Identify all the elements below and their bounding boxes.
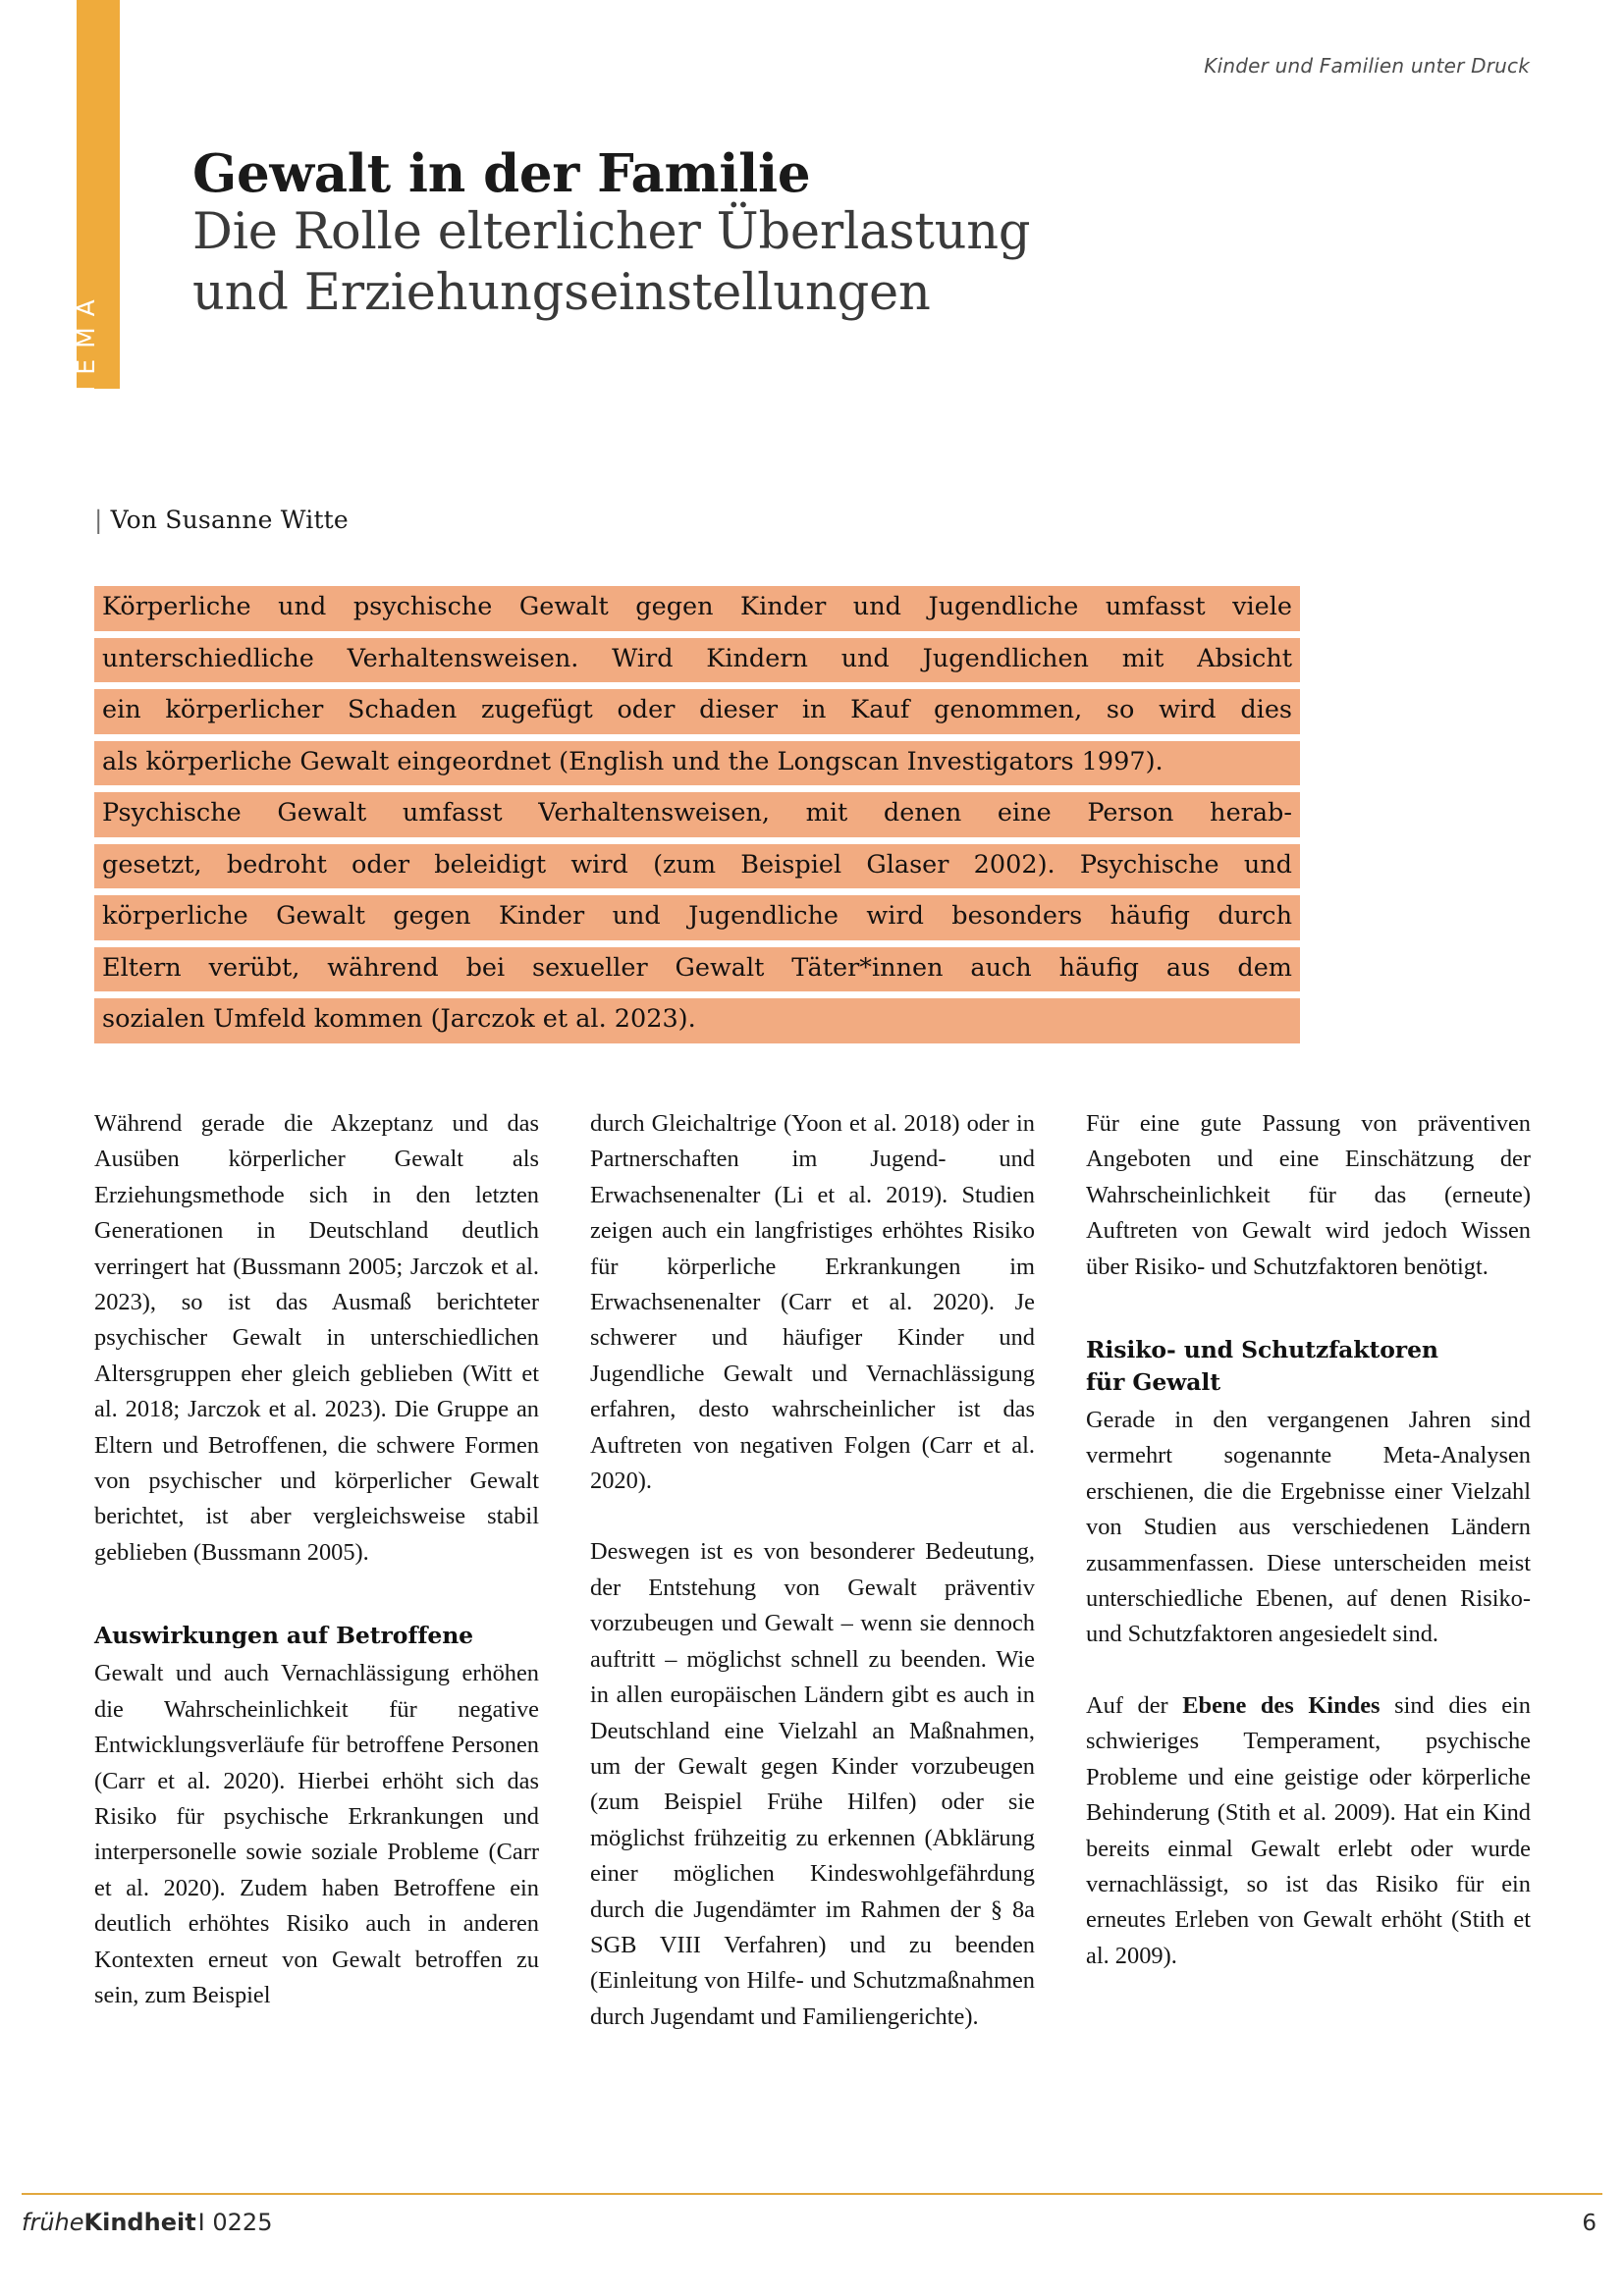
section-tab-thema (72, 0, 120, 430)
section-heading-line2: für Gewalt (1086, 1368, 1221, 1397)
paragraph-text: Auf der (1086, 1691, 1183, 1719)
journal-name-light: frühe (22, 2209, 84, 2236)
lead-line: Körperliche und psychische Gewalt gegen Kinder und Jugendliche umfasst viele (94, 586, 1300, 631)
paragraph: durch Gleichaltrige (Yoon et al. 2018) oder in Partnerschaften im Jugend- und Erwachsenenalter (Li et al. 2019). Studien zeigen auch ein langfristiges erhöhtes Risiko für körperliche Erkrankungen im Erwachsenenalter (Carr et al. 2020). Je schwerer und häufiger Kinder und Jugendliche Gewalt und Vernachlässigung erfahren, desto wahrscheinlicher ist das Auftreten von negativen Folgen (Carr et al. 2020). (590, 1110, 1035, 1495)
article-title-sub-line1: Die Rolle elterlicher Überlastung (192, 203, 1031, 262)
footer-journal (22, 2209, 272, 2236)
byline-bar: | (94, 506, 103, 534)
page-number: 6 (1582, 2211, 1597, 2236)
paragraph: Während gerade die Akzeptanz und das Ausüben körperlicher Gewalt als Erziehungsmethode sich in den letzten Generationen in Deutschland deutlich verringert hat (Bussmann 2005; Jarczok et al. 2023), so ist das Ausmaß berichteter psychischer Gewalt in unterschiedlichen Altersgruppen eher gleich geblieben (Witt et al. 2018; Jarczok et al. 2023). Die Gruppe an Eltern und Betroffenen, die schwere Formen von psychischer und körperlicher Gewalt berichtet, ist aber vergleichsweise stabil geblieben (Bussmann 2005). (94, 1110, 539, 1566)
section-tab-label: THEMA (72, 289, 100, 430)
emphasis-ebene-des-kindes: Ebene des Kindes (1182, 1691, 1380, 1719)
lead-paragraph (94, 586, 1300, 1050)
byline-author: Von Susanne Witte (110, 506, 349, 534)
footer-issue: I 0225 (197, 2209, 273, 2236)
lead-line: Psychische Gewalt umfasst Verhaltensweisen, mit denen eine Person herab- (94, 792, 1300, 837)
lead-line: ein körperlicher Schaden zugefügt oder dieser in Kauf genommen, so wird dies (94, 689, 1300, 734)
lead-line: Eltern verübt, während bei sexueller Gewalt Täter*innen auch häufig aus dem (94, 947, 1300, 992)
section-heading: Auswirkungen auf Betroffene (94, 1622, 474, 1650)
byline (94, 506, 349, 534)
running-head: Kinder und Familien unter Druck (1204, 54, 1530, 78)
lead-line: unterschiedliche Verhaltensweisen. Wird Kindern und Jugendlichen mit Absicht (94, 638, 1300, 683)
paragraph-text: sind dies ein schwieriges Temperament, psychische Probleme und eine geistige oder körperliche Behinderung (Stith et al. 2009). Hat ein Kind bereits einmal Gewalt erlebt oder wurde vernachlässigt, so ist das Risiko für ein erneutes Erleben von Gewalt erhöht (Stith et al. 2009). (1086, 1691, 1531, 1969)
section-heading-line1: Risiko- und Schutzfaktoren (1086, 1336, 1438, 1364)
lead-line: gesetzt, bedroht oder beleidigt wird (zum Beispiel Glaser 2002). Psychische und (94, 844, 1300, 889)
paragraph: Für eine gute Passung von präventiven Angeboten und eine Einschätzung der Wahrscheinlichkeit für das (erneute) Auftreten von Gewalt wird jedoch Wissen über Risiko- und Schutzfaktoren benötigt. (1086, 1110, 1531, 1280)
body-column-3 (1086, 1106, 1531, 2035)
lead-line: als körperliche Gewalt eingeordnet (English und the Longscan Investigators 1997). (94, 741, 1300, 786)
body-column-1 (94, 1106, 539, 2035)
paragraph: Deswegen ist es von besonderer Bedeutung, der Entstehung von Gewalt präventiv vorzubeugen und Gewalt – wenn sie dennoch auftritt – möglichst schnell zu beenden. Wie in allen europäischen Ländern gibt es auch in Deutschland eine Vielzahl an Maßnahmen, um der Gewalt gegen Kinder vorzubeugen (zum Beispiel Frühe Hilfen) oder sie möglichst frühzeitig zu erkennen (Abklärung einer möglichen Kindeswohlgefährdung durch die Jugendämter im Rahmen der § 8a SGB VIII Verfahren) und zu beenden (Einleitung von Hilfe- und Schutzmaßnahmen durch Jugendamt und Familiengerichte). (590, 1538, 1035, 2030)
section-heading (1086, 1334, 1531, 1399)
footer-divider (22, 2193, 1602, 2195)
paragraph (1086, 1688, 1531, 1974)
article-title-main: Gewalt in der Familie (192, 143, 811, 204)
page-title (192, 143, 1322, 323)
body-column-2 (590, 1106, 1035, 2035)
paragraph: Gerade in den vergangenen Jahren sind vermehrt sogenannte Meta-Analysen erschienen, die die Ergebnisse einer Vielzahl von Studien aus verschiedenen Ländern zusammenfassen. Diese unterscheiden meist unterschiedliche Ebenen, auf denen Risiko- und Schutzfaktoren angesiedelt sind. (1086, 1407, 1531, 1648)
body-columns (94, 1106, 1530, 2035)
article-title-sub-line2: und Erziehungseinstellungen (192, 264, 931, 323)
paragraph: Gewalt und auch Vernachlässigung erhöhen die Wahrscheinlichkeit für negative Entwicklungsverläufe für betroffene Personen (Carr et al. 2020). Hierbei erhöht sich das Risiko für psychische Erkrankungen und interpersonelle sowie soziale Probleme (Carr et al. 2020). Zudem haben Betroffene ein deutlich erhöhtes Risiko auch in anderen Kontexten erneut von Gewalt betroffen zu sein, zum Beispiel (94, 1660, 539, 2008)
journal-name-bold: Kindheit (83, 2209, 196, 2236)
lead-line: körperliche Gewalt gegen Kinder und Jugendliche wird besonders häufig durch (94, 895, 1300, 940)
lead-line: sozialen Umfeld kommen (Jarczok et al. 2023). (94, 998, 1300, 1043)
